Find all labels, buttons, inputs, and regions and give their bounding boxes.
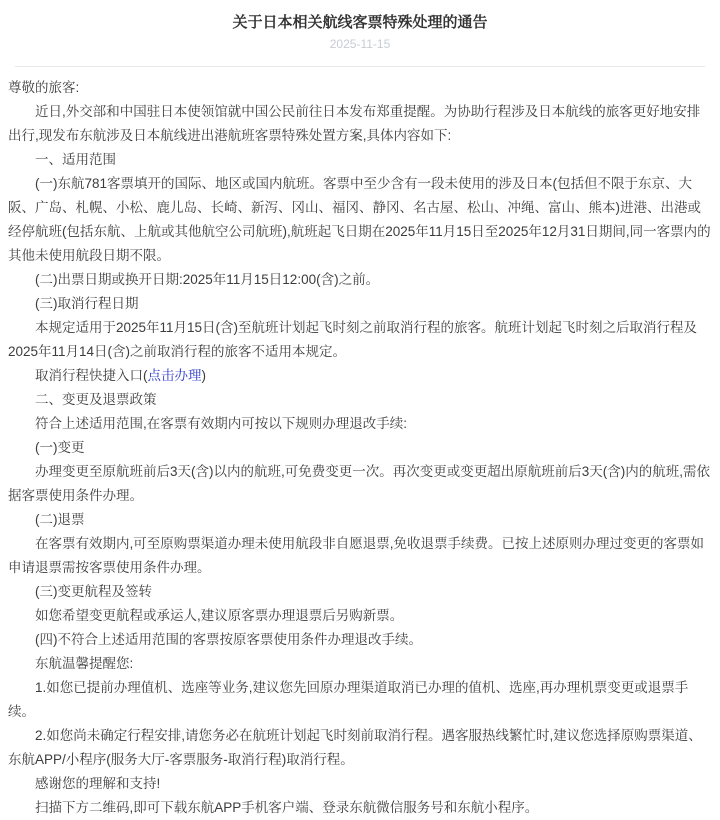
salutation: 尊敬的旅客: <box>8 80 80 95</box>
qr-hint-line: 扫描下方二维码,即可下载东航APP手机客户端、登录东航微信服务号和东航小程序。 <box>35 800 539 815</box>
section2-item1-heading: (一)变更 <box>35 440 85 455</box>
section2-item2-detail: 在客票有效期内,可至原购票渠道办理未使用航段非自愿退票,免收退票手续费。已按上述原则办理过变更的客票如申请退票需按客票使用条件办理。 <box>8 536 704 575</box>
section2-item3-heading: (三)变更航程及签转 <box>35 584 152 599</box>
notice-date: 2025-11-15 <box>329 37 391 51</box>
section2-item1-detail: 办理变更至原航班前后3天(含)以内的航班,可免费变更一次。再次变更或变更超出原航班前后3天(含)内的航班,需依据客票使用条件办理。 <box>8 464 710 503</box>
cancel-entry-suffix: ) <box>201 368 206 383</box>
section2-intro: 符合上述适用范围,在客票有效期内可按以下规则办理退改手续: <box>35 416 408 431</box>
cancel-entry-line <box>8 364 712 388</box>
intro-paragraph: 近日,外交部和中国驻日本使领馆就中国公民前往日本发布郑重提醒。为协助行程涉及日本航线的旅客更好地安排出行,现发布东航涉及日本航线进出港航班客票特殊处置方案,具体内容如下: <box>8 104 701 143</box>
section2-item2-heading: (二)退票 <box>35 512 85 527</box>
section2-item3-detail: 如您希望变更航程或承运人,建议原客票办理退票后另购新票。 <box>35 608 404 623</box>
section1-item3-heading: (三)取消行程日期 <box>35 296 139 311</box>
section1-item1: (一)东航781客票填开的国际、地区或国内航班。客票中至少含有一段未使用的涉及日本(包括但不限于东京、大阪、广岛、札幌、小松、鹿儿岛、长崎、新泻、冈山、福冈、静冈、名古屋、松山、冲绳、富山、熊本)进港、出港或经停航班(包括东航、上航或其他航空公司航班),航班起飞日期在2025年11月15日至2025年12月31日期间,同一客票内的其他未使用航段日期不限。 <box>8 176 711 263</box>
cancel-trip-link[interactable]: 点击办理 <box>147 368 202 383</box>
section2-heading: 二、变更及退票政策 <box>35 392 157 407</box>
cancel-entry-prefix: 取消行程快捷入口( <box>35 368 148 383</box>
notice-body <box>0 67 720 820</box>
page-title: 关于日本相关航线客票特殊处理的通告 <box>232 14 488 31</box>
section1-heading: 一、适用范围 <box>35 152 116 167</box>
reminder-item1: 1.如您已提前办理值机、选座等业务,建议您先回原办理渠道取消已办理的值机、选座,再办理机票变更或退票手续。 <box>8 680 689 719</box>
reminder-item2: 2.如您尚未确定行程安排,请您务必在航班计划起飞时刻前取消行程。遇客服热线繁忙时,建议您选择原购票渠道、东航APP/小程序(服务大厅-客票服务-取消行程)取消行程。 <box>8 728 702 767</box>
section2-item4: (四)不符合上述适用范围的客票按原客票使用条件办理退改手续。 <box>35 632 422 647</box>
reminder-heading: 东航温馨提醒您: <box>35 656 134 671</box>
thanks-line: 感谢您的理解和支持! <box>35 776 161 791</box>
section1-item2: (二)出票日期或换开日期:2025年11月15日12:00(含)之前。 <box>35 272 380 287</box>
section1-item3-detail: 本规定适用于2025年11月15日(含)至航班计划起飞时刻之前取消行程的旅客。航班计划起飞时刻之后取消行程及2025年11月14日(含)之前取消行程的旅客不适用本规定。 <box>8 320 698 359</box>
